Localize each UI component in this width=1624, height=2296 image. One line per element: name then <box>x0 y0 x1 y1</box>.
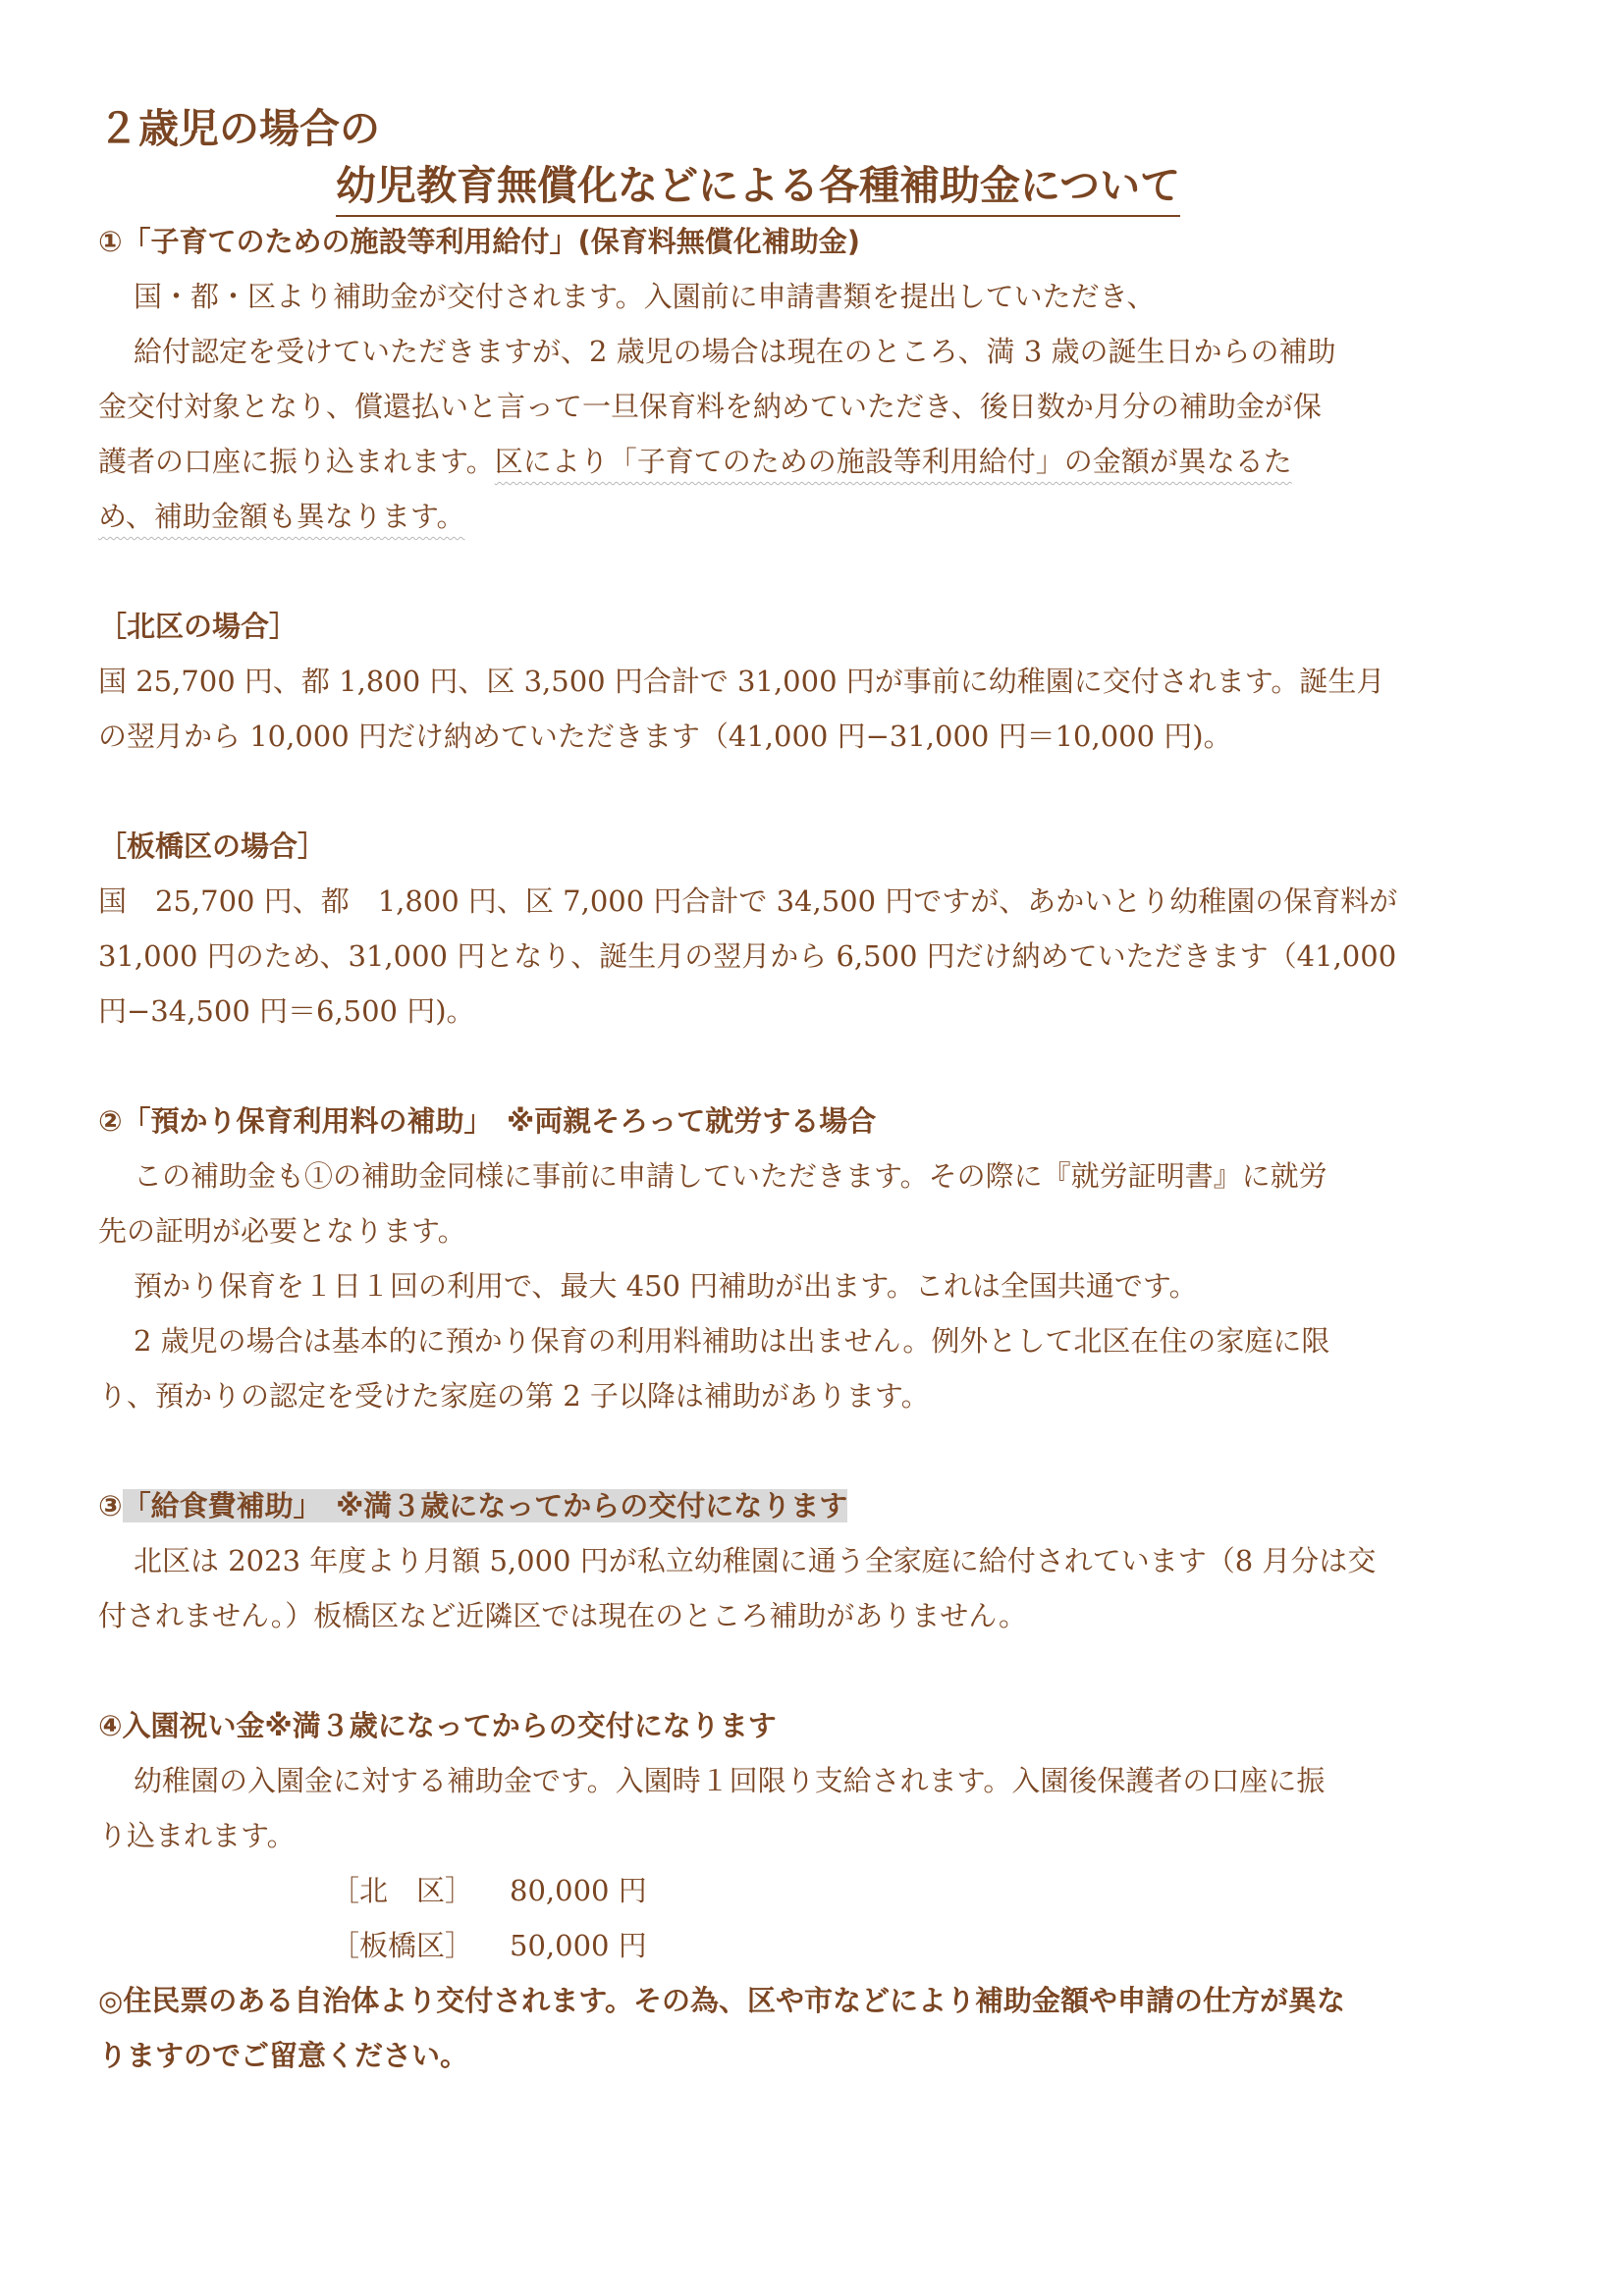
section4-row-itabashi-ward: ［板橋区］ <box>331 1929 474 1962</box>
note-line-1: ◎住民票のある自治体より交付されます。その為、区や市などにより補助金額や申請の仕方が異な <box>98 1984 1345 2017</box>
section2-line-5: り、預かりの認定を受けた家庭の第 2 子以降は補助があります。 <box>98 1379 930 1413</box>
title-line-1: ２歳児の場合の <box>98 105 380 152</box>
section2-line-1: この補助金も①の補助金同様に事前に申請していただきます。その際に『就労証明書』に就労 <box>134 1159 1327 1193</box>
kita-line-2: の翌月から 10,000 円だけ納めていただきます（41,000 円−31,000 円＝10,000 円)。 <box>98 720 1232 753</box>
note-line-2: りますのでご留意ください。 <box>98 2039 469 2072</box>
section4-row-kita-ward: ［北 区］ <box>331 1874 474 1907</box>
itabashi-heading: ［板橋区の場合］ <box>98 829 327 863</box>
section2-line-2: 先の証明が必要となります。 <box>98 1214 466 1248</box>
section1-line-5: め、補助金額も異なります。 <box>98 500 465 533</box>
section3-number: ③ <box>98 1489 123 1522</box>
section2-line-4: 2 歳児の場合は基本的に預かり保育の利用料補助は出ません。例外として北区在住の家庭に限 <box>134 1324 1330 1358</box>
title-line-2: 幼児教育無償化などによる各種補助金について <box>336 153 1180 217</box>
section3-heading <box>98 1484 847 1524</box>
section3-line-2: 付されません。）板橋区など近隣区では現在のところ補助がありません。 <box>98 1599 1027 1632</box>
section3-title: 「給食費補助」 ※満３歳になってからの交付になります <box>122 1489 848 1522</box>
section2-line-3: 預かり保育を１日１回の利用で、最大 450 円補助が出ます。これは全国共通です。 <box>134 1269 1198 1303</box>
section3-line-1: 北区は 2023 年度より月額 5,000 円が私立幼稚園に通う全家庭に給付されています（8 月分は交 <box>134 1544 1377 1577</box>
section1-line-4-text: 護者の口座に振り込まれます。 <box>98 445 495 478</box>
kita-line-1: 国 25,700 円、都 1,800 円、区 3,500 円合計で 31,000 円が事前に幼稚園に交付されます。誕生月 <box>98 665 1385 698</box>
section2-heading: ②「預かり保育利用料の補助」 ※両親そろって就労する場合 <box>98 1104 877 1138</box>
section1-line-2: 給付認定を受けていただきますが、2 歳児の場合は現在のところ、満 3 歳の誕生日からの補助 <box>134 335 1336 368</box>
section4-heading: ④入園祝い金※満３歳になってからの交付になります <box>98 1709 777 1742</box>
section4-row-itabashi-amount: 50,000 円 <box>510 1929 647 1962</box>
section1-line-1: 国・都・区より補助金が交付されます。入園前に申請書類を提出していただき、 <box>134 280 1156 313</box>
itabashi-line-3: 円−34,500 円＝6,500 円)。 <box>98 994 475 1028</box>
section4-line-2: り込まれます。 <box>98 1819 296 1852</box>
section1-line-4 <box>98 440 1292 480</box>
section1-heading: ①「子育てのための施設等利用給付」(保育料無償化補助金) <box>98 225 861 258</box>
section1-underlined-text: 区により「子育てのための施設等利用給付」の金額が異なるた <box>494 445 1292 478</box>
section4-line-1: 幼稚園の入園金に対する補助金です。入園時１回限り支給されます。入園後保護者の口座に振 <box>134 1764 1326 1797</box>
kita-heading: ［北区の場合］ <box>98 610 298 643</box>
itabashi-line-2: 31,000 円のため、31,000 円となり、誕生月の翌月から 6,500 円だけ納めていただきます（41,000 <box>98 939 1397 973</box>
itabashi-line-1: 国 25,700 円、都 1,800 円、区 7,000 円合計で 34,500 円ですが、あかいとり幼稚園の保育料が <box>98 884 1398 918</box>
section4-row-kita-amount: 80,000 円 <box>510 1874 647 1907</box>
section1-line-3: 金交付対象となり、償還払いと言って一旦保育料を納めていただき、後日数か月分の補助金が保 <box>98 390 1322 423</box>
